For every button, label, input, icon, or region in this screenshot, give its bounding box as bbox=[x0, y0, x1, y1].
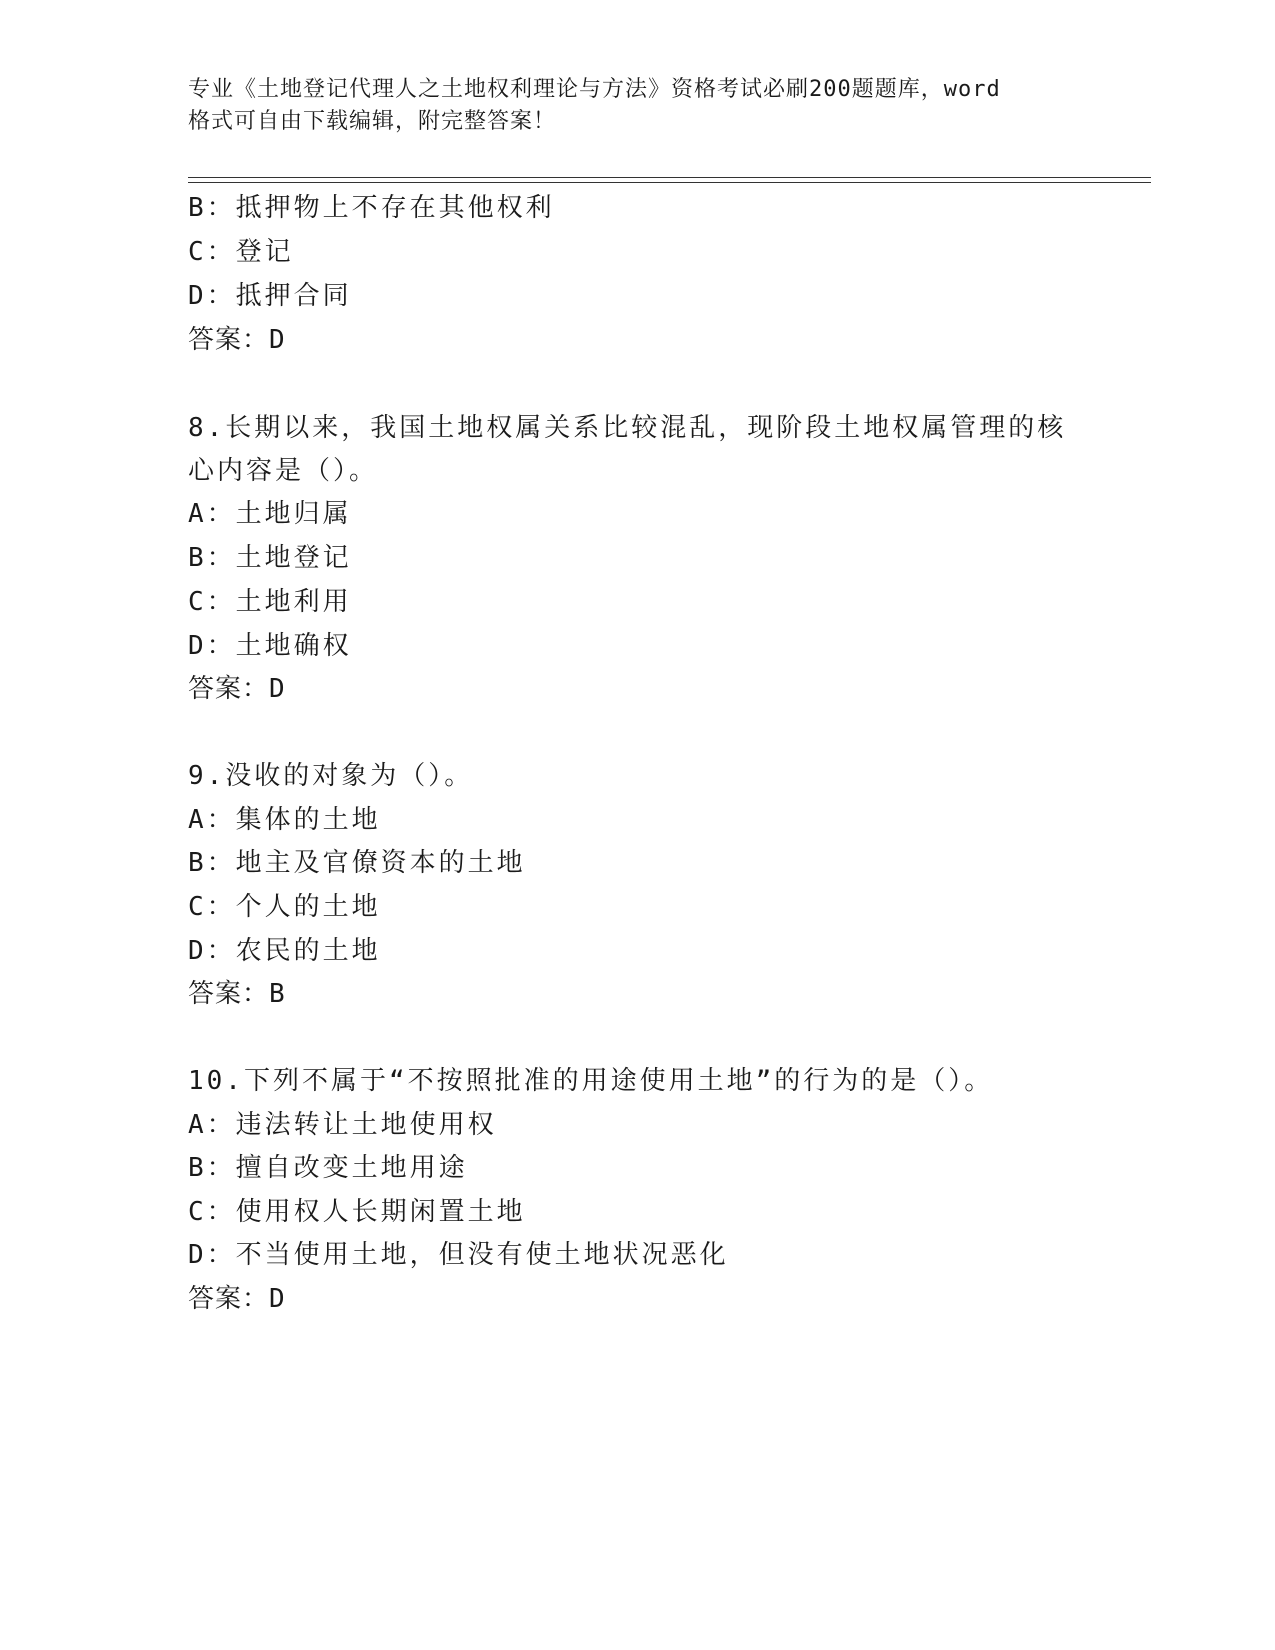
q8-stem-line-1: 8.长期以来，我国土地权属关系比较混乱，现阶段土地权属管理的核 bbox=[188, 413, 1067, 443]
q9-option-b: B：地主及官僚资本的土地 bbox=[188, 848, 526, 878]
q10-option-a: A：违法转让土地使用权 bbox=[188, 1110, 497, 1140]
q9-answer: 答案：B bbox=[188, 979, 286, 1009]
header-divider-top bbox=[188, 177, 1151, 178]
q7-option-d: D：抵押合同 bbox=[188, 281, 352, 311]
q8-stem-line-2: 心内容是（）。 bbox=[188, 456, 379, 486]
q10-option-c: C：使用权人长期闲置土地 bbox=[188, 1197, 526, 1227]
q10-option-b: B：擅自改变土地用途 bbox=[188, 1153, 468, 1183]
q10-option-d: D：不当使用土地，但没有使土地状况恶化 bbox=[188, 1240, 729, 1270]
header-divider-bottom bbox=[188, 182, 1151, 183]
q9-stem: 9.没收的对象为（）。 bbox=[188, 761, 474, 791]
q8-option-b: B：土地登记 bbox=[188, 543, 352, 573]
q8-answer: 答案：D bbox=[188, 674, 286, 704]
q10-stem: 10.下列不属于“不按照批准的用途使用土地”的行为的是（）。 bbox=[188, 1066, 994, 1096]
header-title-line-2: 格式可自由下载编辑，附完整答案！ bbox=[188, 109, 557, 134]
q7-option-c: C：登记 bbox=[188, 237, 294, 267]
q8-option-c: C：土地利用 bbox=[188, 587, 352, 617]
header-title-line-1: 专业《土地登记代理人之土地权利理论与方法》资格考试必刷200题题库，word bbox=[188, 77, 1001, 102]
q8-option-d: D：土地确权 bbox=[188, 631, 352, 661]
q8-option-a: A：土地归属 bbox=[188, 499, 352, 529]
q9-option-a: A：集体的土地 bbox=[188, 805, 381, 835]
q7-option-b: B：抵押物上不存在其他权利 bbox=[188, 193, 555, 223]
q9-option-c: C：个人的土地 bbox=[188, 892, 381, 922]
q7-answer: 答案：D bbox=[188, 325, 286, 355]
q9-option-d: D：农民的土地 bbox=[188, 936, 381, 966]
document-header bbox=[188, 74, 1068, 138]
q10-answer: 答案：D bbox=[188, 1284, 286, 1314]
